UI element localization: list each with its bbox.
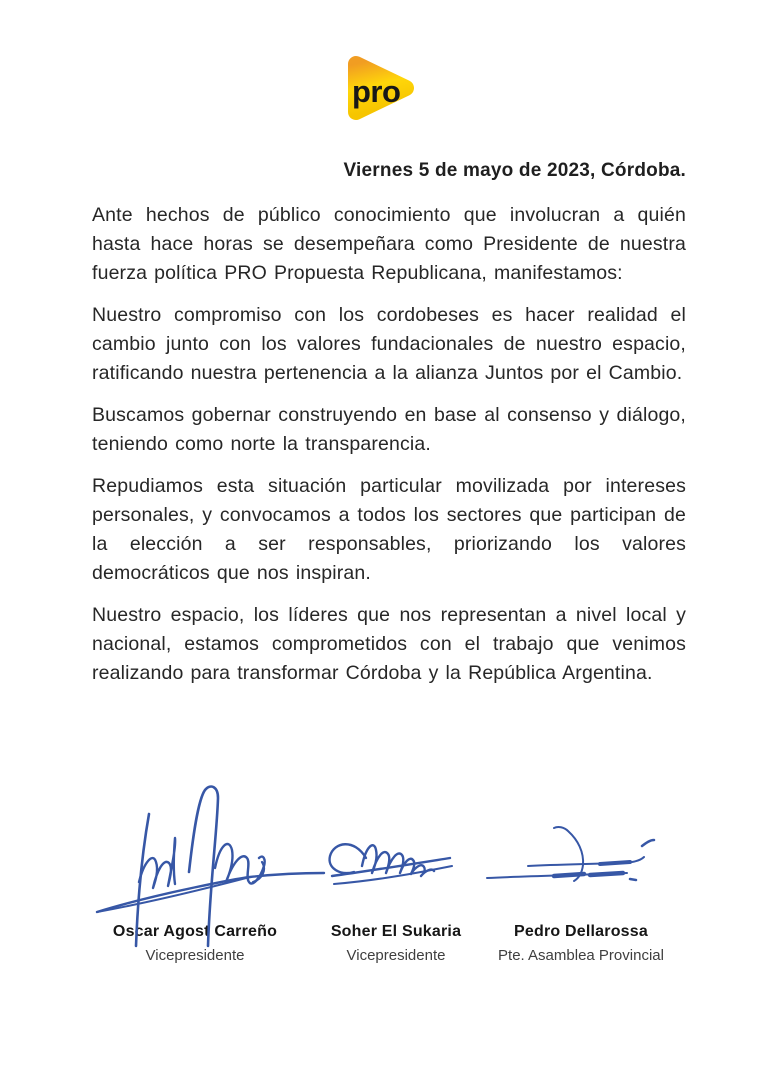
paragraph-intro: Ante hechos de público conocimiento que involucran a quién hasta hace horas se desempeñara como Presidente de nuestra fuerza política PRO Propuesta Republicana, manifestamos: xyxy=(92,204,686,284)
paragraph-compromiso: Nuestro compromiso con los cordobeses es hacer realidad el cambio junto con los valores fundacionales de nuestro espacio, ratificando nuestra pertenencia a la alianza Juntos por el Cambio. xyxy=(92,304,686,384)
signature-pedro-dellarossa-image xyxy=(480,818,670,888)
signatory-pedro-dellarossa xyxy=(471,922,691,964)
signatory-title: Vicepresidente xyxy=(346,947,446,964)
signatory-title: Vicepresidente xyxy=(145,947,245,964)
date-line: Viernes 5 de mayo de 2023, Córdoba. xyxy=(343,160,686,181)
paragraph-repudiamos: Repudiamos esta situación particular movilizada por intereses personales, y convocamos a todos los sectores que participan de la elección a ser responsables, priorizando los valores democráticos que nos inspiran. xyxy=(92,475,686,584)
signatory-name: Oscar Agost Carreño xyxy=(112,923,278,940)
signatory-name: Soher El Sukaria xyxy=(330,923,462,940)
letter-body xyxy=(92,156,686,701)
signature-oscar-agost-carreno-image xyxy=(92,778,327,948)
signatory-title: Pte. Asamblea Provincial xyxy=(498,947,664,964)
signature-soher-el-sukaria-image xyxy=(322,830,462,892)
pro-logo xyxy=(342,51,422,123)
paragraph-gobernar: Buscamos gobernar construyendo en base al consenso y diálogo, teniendo como norte la transparencia. xyxy=(92,404,686,455)
paragraph-cierre: Nuestro espacio, los líderes que nos representan a nivel local y nacional, estamos comprometidos con el trabajo que venimos realizando para transformar Córdoba y la República Argentina. xyxy=(92,604,686,684)
signatory-name: Pedro Dellarossa xyxy=(514,923,648,940)
logo-text: pro xyxy=(352,74,401,109)
